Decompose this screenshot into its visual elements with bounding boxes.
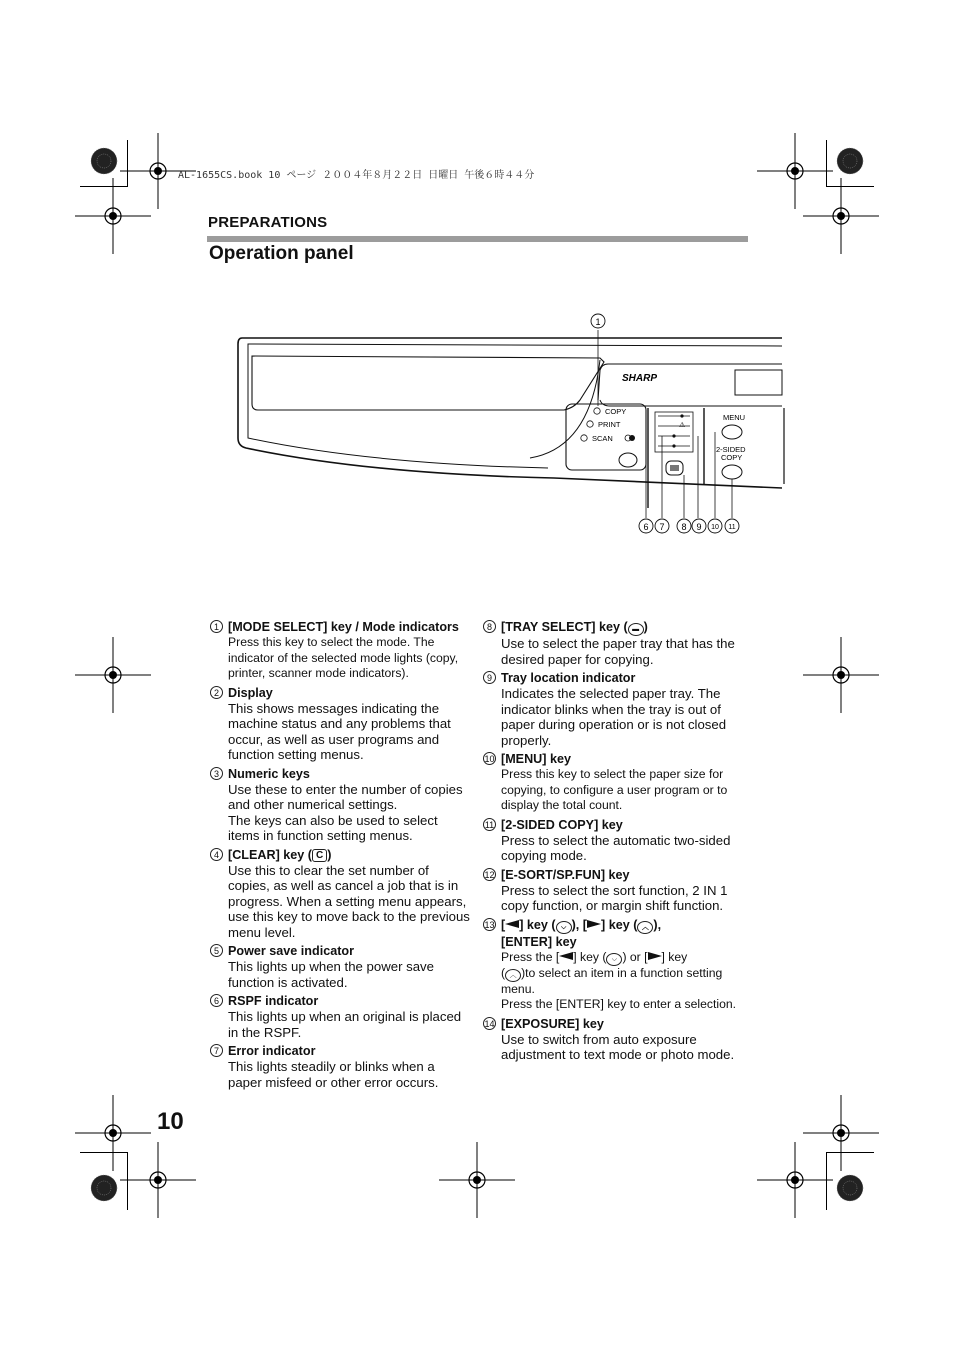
item-description: Use to switch from auto exposure adjustment to text mode or photo mode.	[501, 1031, 735, 1062]
item-description: Press this key to select the paper size for copying, to configure a user program or to display the total count.	[501, 767, 728, 812]
list-item	[210, 1043, 472, 1090]
two-sided-label-2: COPY	[721, 453, 743, 462]
list-item	[210, 847, 472, 941]
callout-1	[591, 314, 605, 328]
lcd-display	[735, 370, 782, 395]
down-chevron-icon: ⌵	[556, 921, 572, 934]
down-chevron-icon: ⌵	[606, 953, 622, 966]
callout-7	[655, 519, 669, 533]
display-window	[252, 356, 604, 410]
list-item	[483, 751, 751, 814]
item-number: 7	[210, 1044, 223, 1057]
item-heading: [MENU] key	[501, 752, 571, 766]
operation-panel-diagram	[230, 308, 790, 543]
two-sided-label-1: 2-SIDED	[716, 445, 746, 454]
sharp-logo: SHARP	[622, 373, 658, 384]
callout-8	[677, 519, 691, 533]
list-item	[483, 917, 751, 1013]
list-item	[483, 1016, 751, 1063]
item-heading: Display	[228, 685, 273, 700]
item-description: Use this to clear the set number of copies, as well as cancel a job that is in progress. When a setting menu appears, use this key to move back to the previous menu level.	[228, 862, 470, 940]
registration-mark-bottom-left-2	[120, 1142, 196, 1218]
item-description: Press to select the sort function, 2 IN 1 copy function, or margin shift function.	[501, 882, 728, 913]
sunburst-mark-bottom-left	[91, 1175, 117, 1201]
item-heading: RSPF indicator	[228, 994, 319, 1008]
up-chevron-icon: ︿	[637, 921, 653, 934]
section-divider	[207, 236, 748, 242]
item-heading: Tray location indicator	[501, 671, 636, 685]
item-number: 14	[484, 1018, 495, 1029]
svg-text:1: 1	[595, 317, 601, 327]
callout-11	[725, 519, 739, 533]
page-title: Operation panel	[209, 243, 354, 264]
item-description: Use these to enter the number of copies and other numerical settings. The keys can also be used to select items in function setting menus.	[228, 781, 463, 843]
item-number: 4	[210, 848, 223, 861]
item-number: 12	[484, 869, 495, 880]
list-item	[483, 867, 751, 914]
svg-text:⚠: ⚠	[679, 422, 686, 429]
svg-text:7: 7	[659, 522, 665, 532]
panel-front-curve	[530, 360, 600, 458]
item-number: 13	[484, 919, 495, 930]
registration-mark-bottom-right-1	[803, 1095, 879, 1171]
mode-select-key	[619, 453, 637, 467]
item-heading: [CLEAR] key ( C )	[228, 847, 332, 862]
list-item	[210, 993, 472, 1040]
registration-mark-bottom-center	[439, 1142, 515, 1218]
list-item	[483, 670, 751, 748]
item-heading: [2-SIDED COPY] key	[501, 817, 623, 832]
list-item	[483, 619, 751, 667]
list-item	[210, 766, 472, 844]
item-number: 2	[210, 686, 223, 699]
item-description: Use to select the paper tray that has the desired paper for copying.	[501, 636, 735, 667]
sunburst-mark-top-right	[837, 148, 863, 174]
callout-10	[708, 519, 722, 533]
page-number: 10	[157, 1108, 184, 1135]
item-number: 9	[483, 671, 496, 684]
callout-9	[692, 519, 706, 533]
item-description: Press to select the automatic two-sided copying mode.	[501, 832, 731, 863]
item-heading: [TRAY SELECT] key ( ▬ )	[501, 620, 648, 634]
registration-mark-mid-left	[75, 637, 151, 713]
item-heading: [ ] key ( ⌵ ), [ ] key ( ︿ ),	[501, 917, 662, 932]
registration-mark-top-right-2	[803, 178, 879, 254]
item-number: 5	[210, 944, 223, 957]
item-heading: [MODE SELECT] key / Mode indicators	[228, 620, 459, 634]
item-heading-line-2: [ENTER] key	[501, 934, 577, 949]
mode-label-print: PRINT	[598, 420, 621, 429]
description-column-right	[483, 619, 751, 1066]
registration-mark-mid-right	[803, 637, 879, 713]
item-number: 1	[210, 620, 223, 633]
mode-label-scan: SCAN	[592, 434, 613, 443]
left-arrow-icon	[559, 952, 573, 960]
item-number: 8	[483, 620, 496, 633]
item-description: Press this key to select the mode. The indicator of the selected mode lights (copy, printer, scanner mode indicators).	[228, 635, 459, 680]
callout-6	[639, 519, 653, 533]
sunburst-mark-bottom-right	[837, 1175, 863, 1201]
item-description: Indicates the selected paper tray. The indicator blinks when the tray is out of paper during operation or is not closed properly.	[501, 686, 727, 748]
menu-key	[722, 425, 742, 439]
item-number: 11	[484, 819, 495, 830]
sunburst-mark-top-left	[91, 148, 117, 174]
item-number: 10	[484, 754, 495, 764]
svg-text:9: 9	[696, 522, 702, 532]
registration-mark-top-right-1	[757, 133, 833, 209]
list-item	[483, 817, 751, 864]
svg-text:6: 6	[643, 522, 649, 532]
item-heading: Error indicator	[228, 1044, 316, 1058]
item-number: 3	[210, 767, 223, 780]
list-item	[210, 943, 472, 990]
svg-text:10: 10	[711, 524, 719, 531]
menu-key-label: MENU	[723, 413, 746, 422]
item-heading: [E-SORT/SP.FUN] key	[501, 867, 630, 882]
mode-label-copy: COPY	[605, 407, 627, 416]
left-arrow-icon	[505, 920, 519, 928]
item-description: This lights steadily or blinks when a paper misfeed or other error occurs.	[228, 1059, 439, 1090]
panel-outline	[238, 338, 782, 488]
description-column-left	[210, 619, 472, 1093]
list-item	[210, 685, 472, 763]
svg-text:8: 8	[681, 522, 687, 532]
panel-separator-curve	[600, 400, 782, 406]
registration-mark-top-left-2	[75, 178, 151, 254]
list-item	[210, 619, 472, 682]
item-heading: Power save indicator	[228, 944, 354, 958]
item-description: This shows messages indicating the machine status and any problems that occur, as well as user programs and function setting menus.	[228, 700, 451, 762]
item-description: This lights up when the power save function is activated.	[228, 959, 434, 990]
registration-mark-bottom-right-2	[757, 1142, 833, 1218]
item-number: 6	[210, 994, 223, 1007]
item-heading: Numeric keys	[228, 766, 310, 781]
item-heading: [EXPOSURE] key	[501, 1016, 604, 1031]
tray-select-key-icon: ▬	[628, 623, 644, 636]
right-arrow-icon	[648, 952, 662, 960]
item-description: Press the [ ] key ( ⌵ ) or [ ] key ( ︿ )to select an item in a function setting menu. Press the [ENTER] key to enter a selection.	[501, 949, 737, 1011]
clear-key-icon: C	[312, 849, 327, 862]
right-arrow-icon	[587, 920, 601, 928]
up-chevron-icon: ︿	[505, 969, 521, 982]
section-heading: PREPARATIONS	[208, 214, 328, 231]
book-header-line: AL-1655CS.book 10 ページ ２００４年８月２２日 日曜日 午後６時４４分	[178, 170, 535, 181]
item-description: This lights up when an original is placed in the RSPF.	[228, 1009, 462, 1040]
two-sided-copy-key	[722, 465, 742, 479]
registration-mark-bottom-left-1	[75, 1095, 151, 1171]
svg-text:11: 11	[728, 524, 736, 531]
